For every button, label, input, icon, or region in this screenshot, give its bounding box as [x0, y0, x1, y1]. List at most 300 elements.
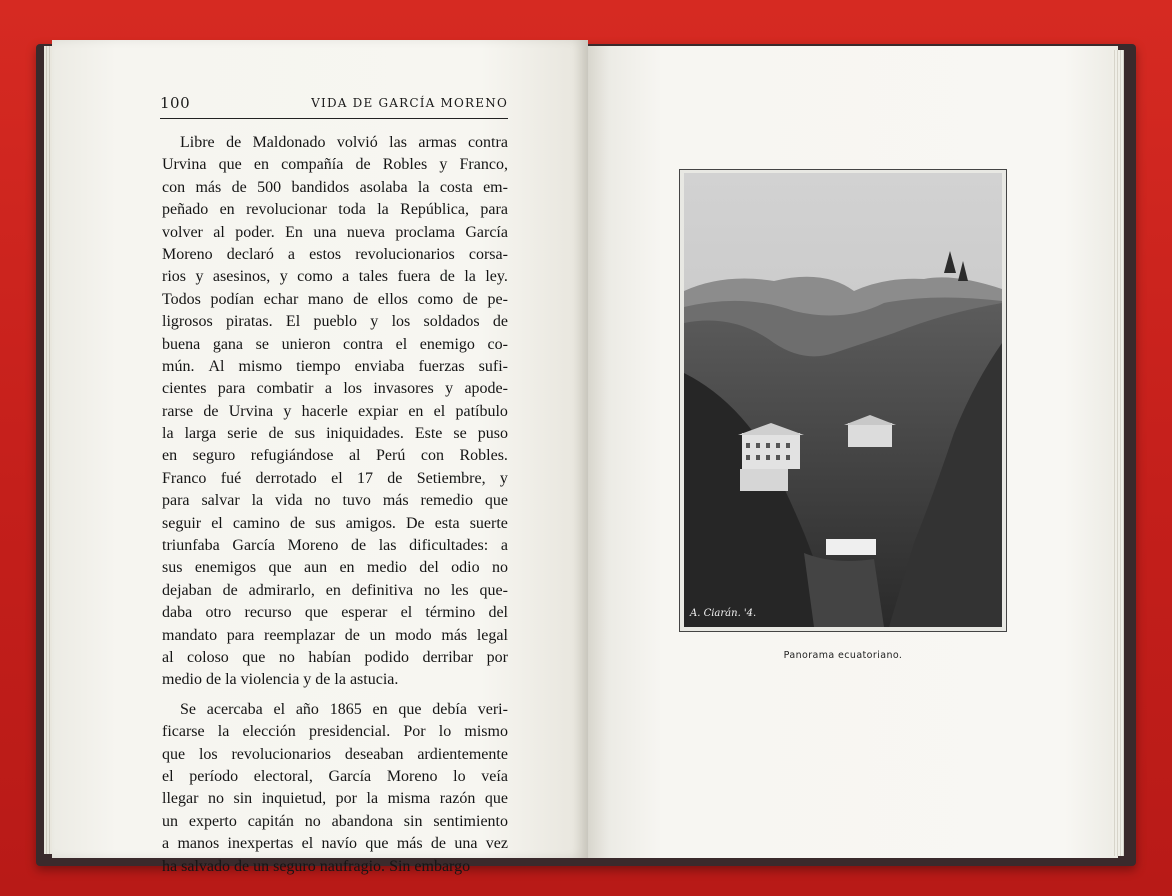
text-word: abandona — [331, 812, 393, 830]
text-word: derribar — [422, 648, 474, 666]
text-word: iniquidades. — [326, 425, 404, 443]
text-word: El — [285, 313, 301, 331]
text-word: mano — [307, 290, 344, 308]
text-word: deseaban — [344, 745, 404, 763]
text-word: de — [233, 857, 250, 875]
text-word: amigos. — [345, 514, 396, 532]
text-word: podían — [210, 290, 255, 308]
text-word: de — [430, 835, 447, 853]
text-word: unieron — [281, 335, 331, 353]
text-word: larga — [184, 425, 217, 443]
text-word: más — [195, 178, 222, 196]
text-word: sentimiento — [433, 812, 508, 830]
text-line — [162, 513, 508, 535]
text-word: sin — [233, 790, 253, 808]
text-word: a — [324, 380, 332, 398]
text-word: en — [162, 447, 178, 465]
text-word: el — [395, 335, 408, 353]
text-line — [162, 699, 508, 721]
text-word: al — [213, 223, 225, 241]
text-line — [162, 199, 508, 221]
text-word: invasores — [373, 380, 434, 398]
text-word: co- — [487, 335, 508, 353]
text-line — [162, 856, 508, 878]
text-word: y — [499, 469, 508, 487]
text-word: enemigo — [419, 335, 475, 353]
text-word: coloso — [187, 648, 229, 666]
text-word: modo — [395, 626, 432, 644]
text-line — [162, 445, 508, 467]
text-word: llegar — [162, 790, 199, 808]
text-word: la — [464, 268, 476, 286]
text-word: volvió — [336, 134, 378, 151]
text-word: no — [423, 581, 440, 599]
text-word: García — [232, 537, 276, 555]
text-word: bandidos — [291, 178, 350, 196]
text-line — [162, 154, 508, 176]
text-word: los — [343, 380, 362, 398]
text-word: volver — [162, 223, 203, 241]
text-word: a — [500, 537, 508, 555]
text-word: los — [198, 745, 218, 763]
text-line — [162, 557, 508, 579]
text-word: de — [315, 671, 331, 689]
text-word: en — [219, 201, 235, 219]
text-word: ley. — [485, 268, 508, 286]
text-word: sus — [315, 514, 336, 532]
text-word: una — [454, 835, 478, 853]
text-word: reemplazar — [264, 626, 336, 644]
text-word: más — [382, 492, 409, 510]
text-word: definitiva — [351, 581, 414, 599]
text-word: expiar — [358, 402, 399, 420]
text-word: que — [218, 156, 242, 174]
text-line — [162, 766, 508, 788]
text-word: Se — [180, 700, 196, 718]
landscape-photo-illustration — [684, 173, 1002, 627]
text-word: el — [301, 835, 314, 853]
text-word: corsa- — [468, 245, 508, 263]
text-word: el — [211, 514, 223, 532]
text-word: peñado — [162, 201, 209, 219]
text-word: la — [162, 425, 174, 443]
text-word: camino — [232, 514, 280, 532]
text-word: revolucionarios — [231, 745, 331, 763]
text-word: revolucionar — [246, 201, 327, 219]
text-line — [162, 647, 508, 669]
text-line — [162, 334, 508, 356]
text-word: vez — [485, 835, 508, 853]
text-word: el — [273, 700, 286, 718]
text-word: el — [400, 604, 413, 622]
text-word: seguir — [162, 514, 202, 532]
text-word: la — [217, 723, 230, 741]
text-word: podido — [364, 648, 409, 666]
text-word: no — [491, 559, 508, 577]
text-word: Robles. — [459, 447, 508, 465]
text-word: y — [283, 402, 292, 420]
text-word: em- — [483, 178, 508, 196]
text-word: García — [328, 767, 372, 785]
text-word: violencia — [240, 671, 300, 689]
text-word: García — [465, 223, 508, 241]
text-word: Setiembre, — [416, 469, 486, 487]
text-word: fuera — [397, 268, 431, 286]
text-line — [162, 177, 508, 199]
text-word: hacerle — [301, 402, 348, 420]
text-word: el — [162, 767, 174, 785]
running-title: VIDA DE GARCÍA MORENO — [311, 96, 508, 110]
text-word: que — [484, 790, 508, 808]
text-word: Moreno — [386, 767, 438, 785]
text-word: las — [389, 134, 407, 151]
text-word: elección — [242, 723, 296, 741]
text-word: 500 — [257, 178, 282, 196]
text-word: legal — [476, 626, 508, 644]
text-word: se — [255, 335, 269, 353]
text-word: De — [406, 514, 425, 532]
text-word: debía — [432, 700, 467, 718]
text-word: no — [314, 492, 331, 510]
text-word: a — [342, 268, 350, 286]
text-word: del — [488, 604, 508, 622]
text-word: daba — [162, 604, 193, 622]
text-word: de — [462, 290, 478, 308]
text-word: y — [445, 380, 454, 398]
text-word: ligrosos — [162, 313, 213, 331]
text-word: patíbulo — [455, 402, 508, 420]
text-line — [162, 602, 508, 624]
text-word: salvado — [181, 857, 230, 875]
text-word: declaró — [226, 245, 274, 263]
text-word: con — [162, 178, 186, 196]
text-line — [162, 311, 508, 333]
text-word: en — [339, 559, 355, 577]
text-word: Urvina — [228, 402, 274, 420]
text-word: echar — [263, 290, 299, 308]
text-word: a — [162, 835, 170, 853]
text-line — [162, 423, 508, 445]
text-word: les — [450, 581, 469, 599]
text-line — [162, 356, 508, 378]
text-word: la — [251, 492, 264, 510]
page-header — [160, 92, 508, 119]
photo-caption: Panorama ecuatoriano. — [783, 650, 903, 661]
text-word: fué — [220, 469, 242, 487]
text-word: un — [369, 626, 386, 644]
text-word: razón — [439, 790, 476, 808]
text-word: habían — [308, 648, 352, 666]
text-word: piratas. — [225, 313, 273, 331]
text-word: del — [419, 559, 439, 577]
text-word: poder. — [235, 223, 275, 241]
text-word: astucia. — [349, 671, 399, 689]
text-word: por — [335, 790, 357, 808]
text-word: dejaban — [162, 581, 212, 599]
text-word: pueblo — [313, 313, 357, 331]
text-word: rios — [162, 268, 186, 286]
text-word: inexpertas — [227, 835, 294, 853]
text-word: la — [225, 671, 237, 689]
text-word: soldados — [423, 313, 480, 331]
text-word: de — [344, 626, 360, 644]
text-word: de — [268, 425, 284, 443]
text-word: seguro — [192, 447, 236, 465]
text-word: de — [203, 402, 219, 420]
text-word: medio — [162, 671, 202, 689]
text-word: ellos — [377, 290, 408, 308]
text-word: salvar — [201, 492, 240, 510]
text-word: término — [425, 604, 476, 622]
landscape-photo — [684, 173, 1002, 627]
text-line — [162, 401, 508, 423]
text-word: con — [420, 447, 444, 465]
text-word: admirarlo, — [248, 581, 315, 599]
text-word: Todos — [162, 290, 201, 308]
text-word: ardientemente — [417, 745, 508, 763]
text-line — [162, 468, 508, 490]
text-word: la — [417, 178, 430, 196]
text-word: año — [295, 700, 319, 718]
text-line — [162, 132, 508, 154]
text-word: 17 — [356, 469, 373, 487]
text-word: experto — [188, 812, 237, 830]
text-word: y — [279, 268, 288, 286]
text-word: pe- — [487, 290, 508, 308]
text-word: presidencial. — [308, 723, 391, 741]
text-word: un — [253, 857, 270, 875]
text-word: no — [278, 648, 295, 666]
text-word: triunfaba — [162, 537, 220, 555]
text-line — [162, 625, 508, 647]
text-word: que — [242, 648, 266, 666]
text-word: el — [331, 469, 343, 487]
text-word: y — [195, 268, 204, 286]
text-word: gana — [212, 335, 244, 353]
text-word: contra — [467, 134, 508, 151]
text-line — [162, 669, 508, 691]
text-word: sufi- — [478, 357, 508, 375]
text-word: se — [453, 425, 467, 443]
text-line — [162, 788, 508, 810]
text-word: no — [207, 790, 224, 808]
text-word: revolucionarios — [355, 245, 455, 263]
text-word: y — [439, 156, 448, 174]
text-line — [162, 244, 508, 266]
text-word: para — [162, 492, 190, 510]
text-word: asolaba — [359, 178, 408, 196]
text-word: fuerzas — [418, 357, 465, 375]
text-word: recurso — [244, 604, 292, 622]
text-word: tuvo — [342, 492, 371, 510]
text-word: una — [313, 223, 337, 241]
text-word: refugiándose — [250, 447, 334, 465]
text-line — [162, 222, 508, 244]
text-word: lo — [438, 723, 452, 741]
text-word: Maldonado — [252, 134, 326, 151]
text-word: que — [162, 745, 186, 763]
text-word: mandato — [162, 626, 218, 644]
text-word: no — [304, 812, 321, 830]
text-word: como — [417, 290, 454, 308]
text-word: de — [355, 156, 371, 174]
text-word: acercaba — [206, 700, 263, 718]
text-word: ficarse — [162, 723, 205, 741]
text-word: de — [439, 268, 455, 286]
text-word: estos — [309, 245, 342, 263]
text-word: manos — [177, 835, 220, 853]
text-line — [162, 833, 508, 855]
text-word: de — [226, 134, 242, 151]
text-word: serie — [227, 425, 258, 443]
text-word: toda — [338, 201, 366, 219]
text-word: más — [396, 835, 423, 853]
text-word: puso — [477, 425, 508, 443]
text-word: las — [378, 537, 397, 555]
text-word: la — [377, 201, 389, 219]
text-line — [162, 266, 508, 288]
right-page-edges — [1112, 50, 1124, 856]
text-word: período — [189, 767, 239, 785]
text-word: sus — [294, 425, 316, 443]
text-word: compañía — [281, 156, 344, 174]
photo-signature: A. Ciarán. '4. — [690, 608, 757, 619]
text-word: que — [484, 492, 508, 510]
text-word: un — [162, 812, 178, 830]
text-word: Moreno — [162, 245, 213, 263]
text-word: odio — [451, 559, 480, 577]
text-word: medio — [366, 559, 407, 577]
text-word: aun — [303, 559, 328, 577]
text-word: ha — [162, 857, 178, 875]
text-word: navío — [321, 835, 358, 853]
text-word: cientes — [162, 380, 207, 398]
body-text — [162, 132, 508, 878]
text-word: naufragio. — [319, 857, 386, 875]
text-word: para — [217, 380, 246, 398]
text-word: de — [222, 581, 238, 599]
text-word: sus — [162, 559, 183, 577]
text-line — [162, 744, 508, 766]
text-word: esperar — [341, 604, 388, 622]
text-word: los — [391, 313, 411, 331]
text-word: costa — [439, 178, 473, 196]
text-line — [162, 289, 508, 311]
text-word: Sin — [389, 857, 411, 875]
text-word: veri- — [477, 700, 508, 718]
text-word: En — [285, 223, 303, 241]
text-word: contra — [343, 335, 384, 353]
text-word: armas — [418, 134, 457, 151]
text-word: veía — [481, 767, 508, 785]
text-word: que — [268, 559, 292, 577]
text-word: al — [348, 447, 361, 465]
text-word: que — [304, 604, 328, 622]
text-word: el — [433, 402, 446, 420]
text-word: Por — [403, 723, 426, 741]
text-word: lo — [453, 767, 466, 785]
text-word: más — [441, 626, 468, 644]
text-word: Franco, — [459, 156, 508, 174]
text-word: sin — [403, 812, 423, 830]
text-word: tiempo — [296, 357, 341, 375]
text-word: a — [287, 245, 296, 263]
text-word: para — [480, 201, 508, 219]
text-line — [162, 535, 508, 557]
text-word: mismo — [464, 723, 508, 741]
text-word: de — [492, 313, 508, 331]
text-word: 1865 — [329, 700, 362, 718]
text-word: en — [253, 156, 269, 174]
text-word: enviaba — [354, 357, 405, 375]
text-word: apode- — [464, 380, 508, 398]
text-word: suerte — [469, 514, 508, 532]
text-word: Robles — [382, 156, 428, 174]
text-word: que — [398, 700, 422, 718]
text-word: de — [206, 671, 222, 689]
text-word: República, — [400, 201, 470, 219]
text-word: esta — [434, 514, 460, 532]
text-word: de — [387, 469, 403, 487]
text-word: como — [297, 268, 333, 286]
text-word: vida — [275, 492, 303, 510]
text-word: y — [303, 671, 312, 689]
text-word: seguro — [273, 857, 316, 875]
text-word: nueva — [346, 223, 386, 241]
text-word: asesinos, — [212, 268, 271, 286]
text-word: buena — [162, 335, 201, 353]
text-word: mún. — [162, 357, 195, 375]
text-word: de — [289, 514, 306, 532]
text-word: mismo — [238, 357, 283, 375]
text-word: y — [370, 313, 379, 331]
text-word: electoral, — [253, 767, 313, 785]
text-word: Libre — [180, 134, 215, 151]
text-word: capitán — [247, 812, 294, 830]
text-word: tales — [358, 268, 389, 286]
text-word: de — [353, 290, 369, 308]
text-word: para — [226, 626, 255, 644]
text-word: inquietud, — [261, 790, 327, 808]
text-word: dificultades: — [409, 537, 489, 555]
text-word: rarse — [162, 402, 194, 420]
text-word: la — [334, 671, 346, 689]
text-word: Franco — [162, 469, 207, 487]
text-word: Urvina — [162, 156, 207, 174]
text-line — [162, 378, 508, 400]
text-word: por — [486, 648, 508, 666]
text-word: embargo — [414, 857, 471, 875]
text-word: proclama — [395, 223, 455, 241]
text-word: misma — [387, 790, 431, 808]
text-line — [162, 721, 508, 743]
text-word: enemigos — [194, 559, 257, 577]
text-word: que — [365, 835, 389, 853]
text-word: Este — [414, 425, 443, 443]
page-number: 100 — [160, 94, 191, 112]
text-word: que- — [479, 581, 508, 599]
text-word: al — [162, 648, 174, 666]
text-word: Al — [208, 357, 225, 375]
text-word: otro — [205, 604, 232, 622]
text-line — [162, 490, 508, 512]
text-word: derrotado — [255, 469, 317, 487]
text-word: en — [325, 581, 341, 599]
text-word: en — [372, 700, 388, 718]
text-word: Perú — [376, 447, 406, 465]
text-word: de — [231, 178, 247, 196]
text-word: en — [408, 402, 424, 420]
